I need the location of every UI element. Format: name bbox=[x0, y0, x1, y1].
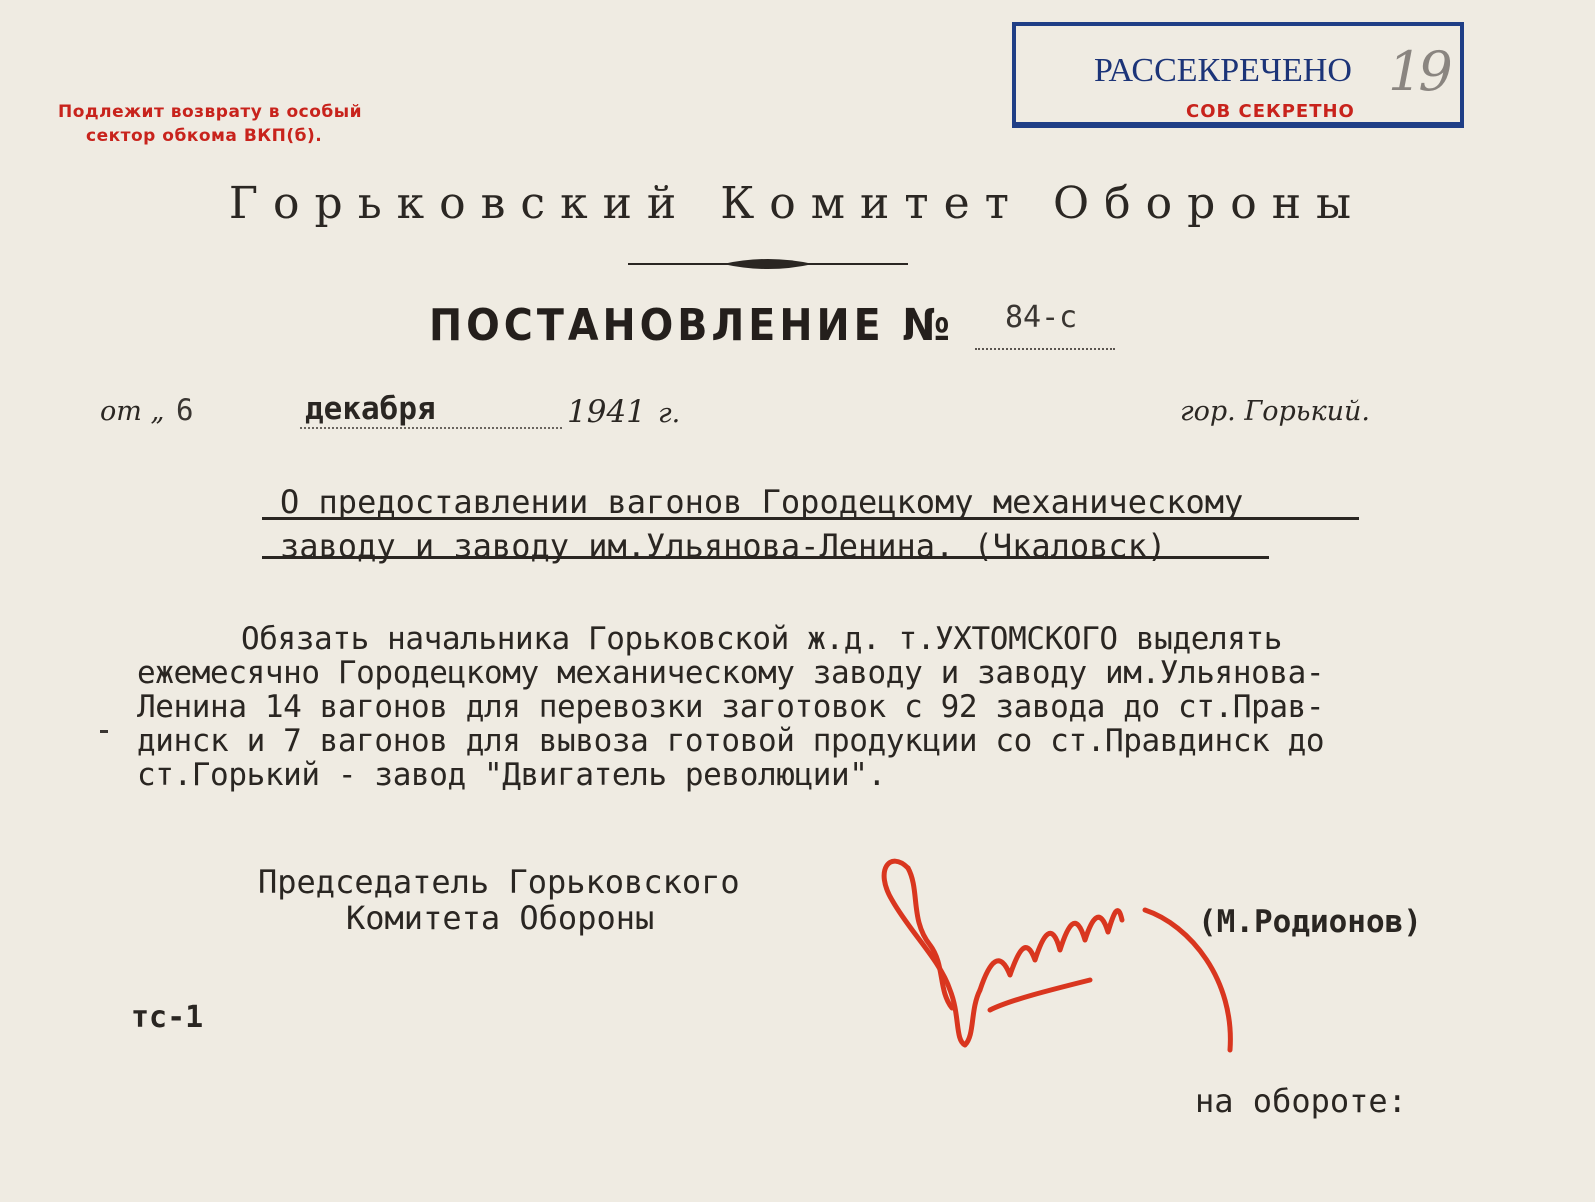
return-note-stamp bbox=[58, 100, 362, 148]
signer-name: (М.Родионов) bbox=[1198, 904, 1422, 940]
decree-label: ПОСТАНОВЛЕНИЕ № bbox=[429, 300, 955, 351]
body-line: ежемесячно Городецкому механическому заводу и заводу им.Ульянова- bbox=[137, 655, 1325, 691]
return-note-line2: сектор обкома ВКП(б). bbox=[86, 126, 323, 146]
subject-heading bbox=[280, 480, 1243, 568]
subject-line2: заводу и заводу им.Ульянова-Ленина. (Чкаловск) bbox=[280, 527, 1167, 565]
declassified-label: РАССЕКРЕЧЕНО bbox=[1094, 52, 1352, 89]
classification-label: СОВ СЕКРЕТНО bbox=[1186, 101, 1355, 122]
overleaf-note: на обороте: bbox=[1195, 1082, 1407, 1120]
body-line: Ленина 14 вагонов для перевозки заготовок с 92 завода до ст.Прав- bbox=[137, 689, 1325, 725]
date-prefix: от „ bbox=[100, 396, 165, 427]
date-underline bbox=[300, 427, 562, 429]
body-line: динск и 7 вагонов для вывоза готовой продукции со ст.Правдинск до bbox=[137, 723, 1325, 759]
decree-number: 84-с bbox=[1005, 300, 1078, 335]
date-year: 1941 bbox=[567, 394, 646, 430]
margin-tick bbox=[100, 730, 108, 733]
body-line: Обязать начальника Горьковской ж.д. т.УХТОМСКОГО выделять bbox=[241, 621, 1283, 657]
decree-number-underline bbox=[975, 348, 1115, 350]
subject-line1: О предоставлении вагонов Городецкому механическому bbox=[280, 483, 1244, 521]
organization-title: Горьковский Комитет Обороны bbox=[228, 178, 1367, 229]
chairman-title-line1: Председатель Горьковского bbox=[258, 863, 740, 901]
return-note-line1: Подлежит возврату в особый bbox=[58, 102, 363, 122]
handwritten-signature bbox=[860, 840, 1240, 1070]
date-month: декабря bbox=[305, 391, 436, 427]
city-label: гор. Горький. bbox=[1180, 396, 1370, 427]
chairman-title-line2: Комитета Обороны bbox=[346, 899, 655, 937]
divider-ornament-icon bbox=[628, 255, 908, 273]
subject-underline-2 bbox=[262, 556, 1269, 559]
date-day: 6 bbox=[176, 393, 194, 427]
subject-underline-1 bbox=[262, 517, 1359, 520]
body-line: ст.Горький - завод "Двигатель революции". bbox=[137, 757, 886, 793]
handwritten-mark: 19 bbox=[1388, 40, 1449, 103]
document-code: тс-1 bbox=[131, 1000, 204, 1035]
chairman-title bbox=[258, 864, 740, 936]
date-year-suffix: г. bbox=[658, 398, 681, 429]
declassified-stamp bbox=[1012, 22, 1464, 128]
decree-body bbox=[137, 622, 1324, 792]
